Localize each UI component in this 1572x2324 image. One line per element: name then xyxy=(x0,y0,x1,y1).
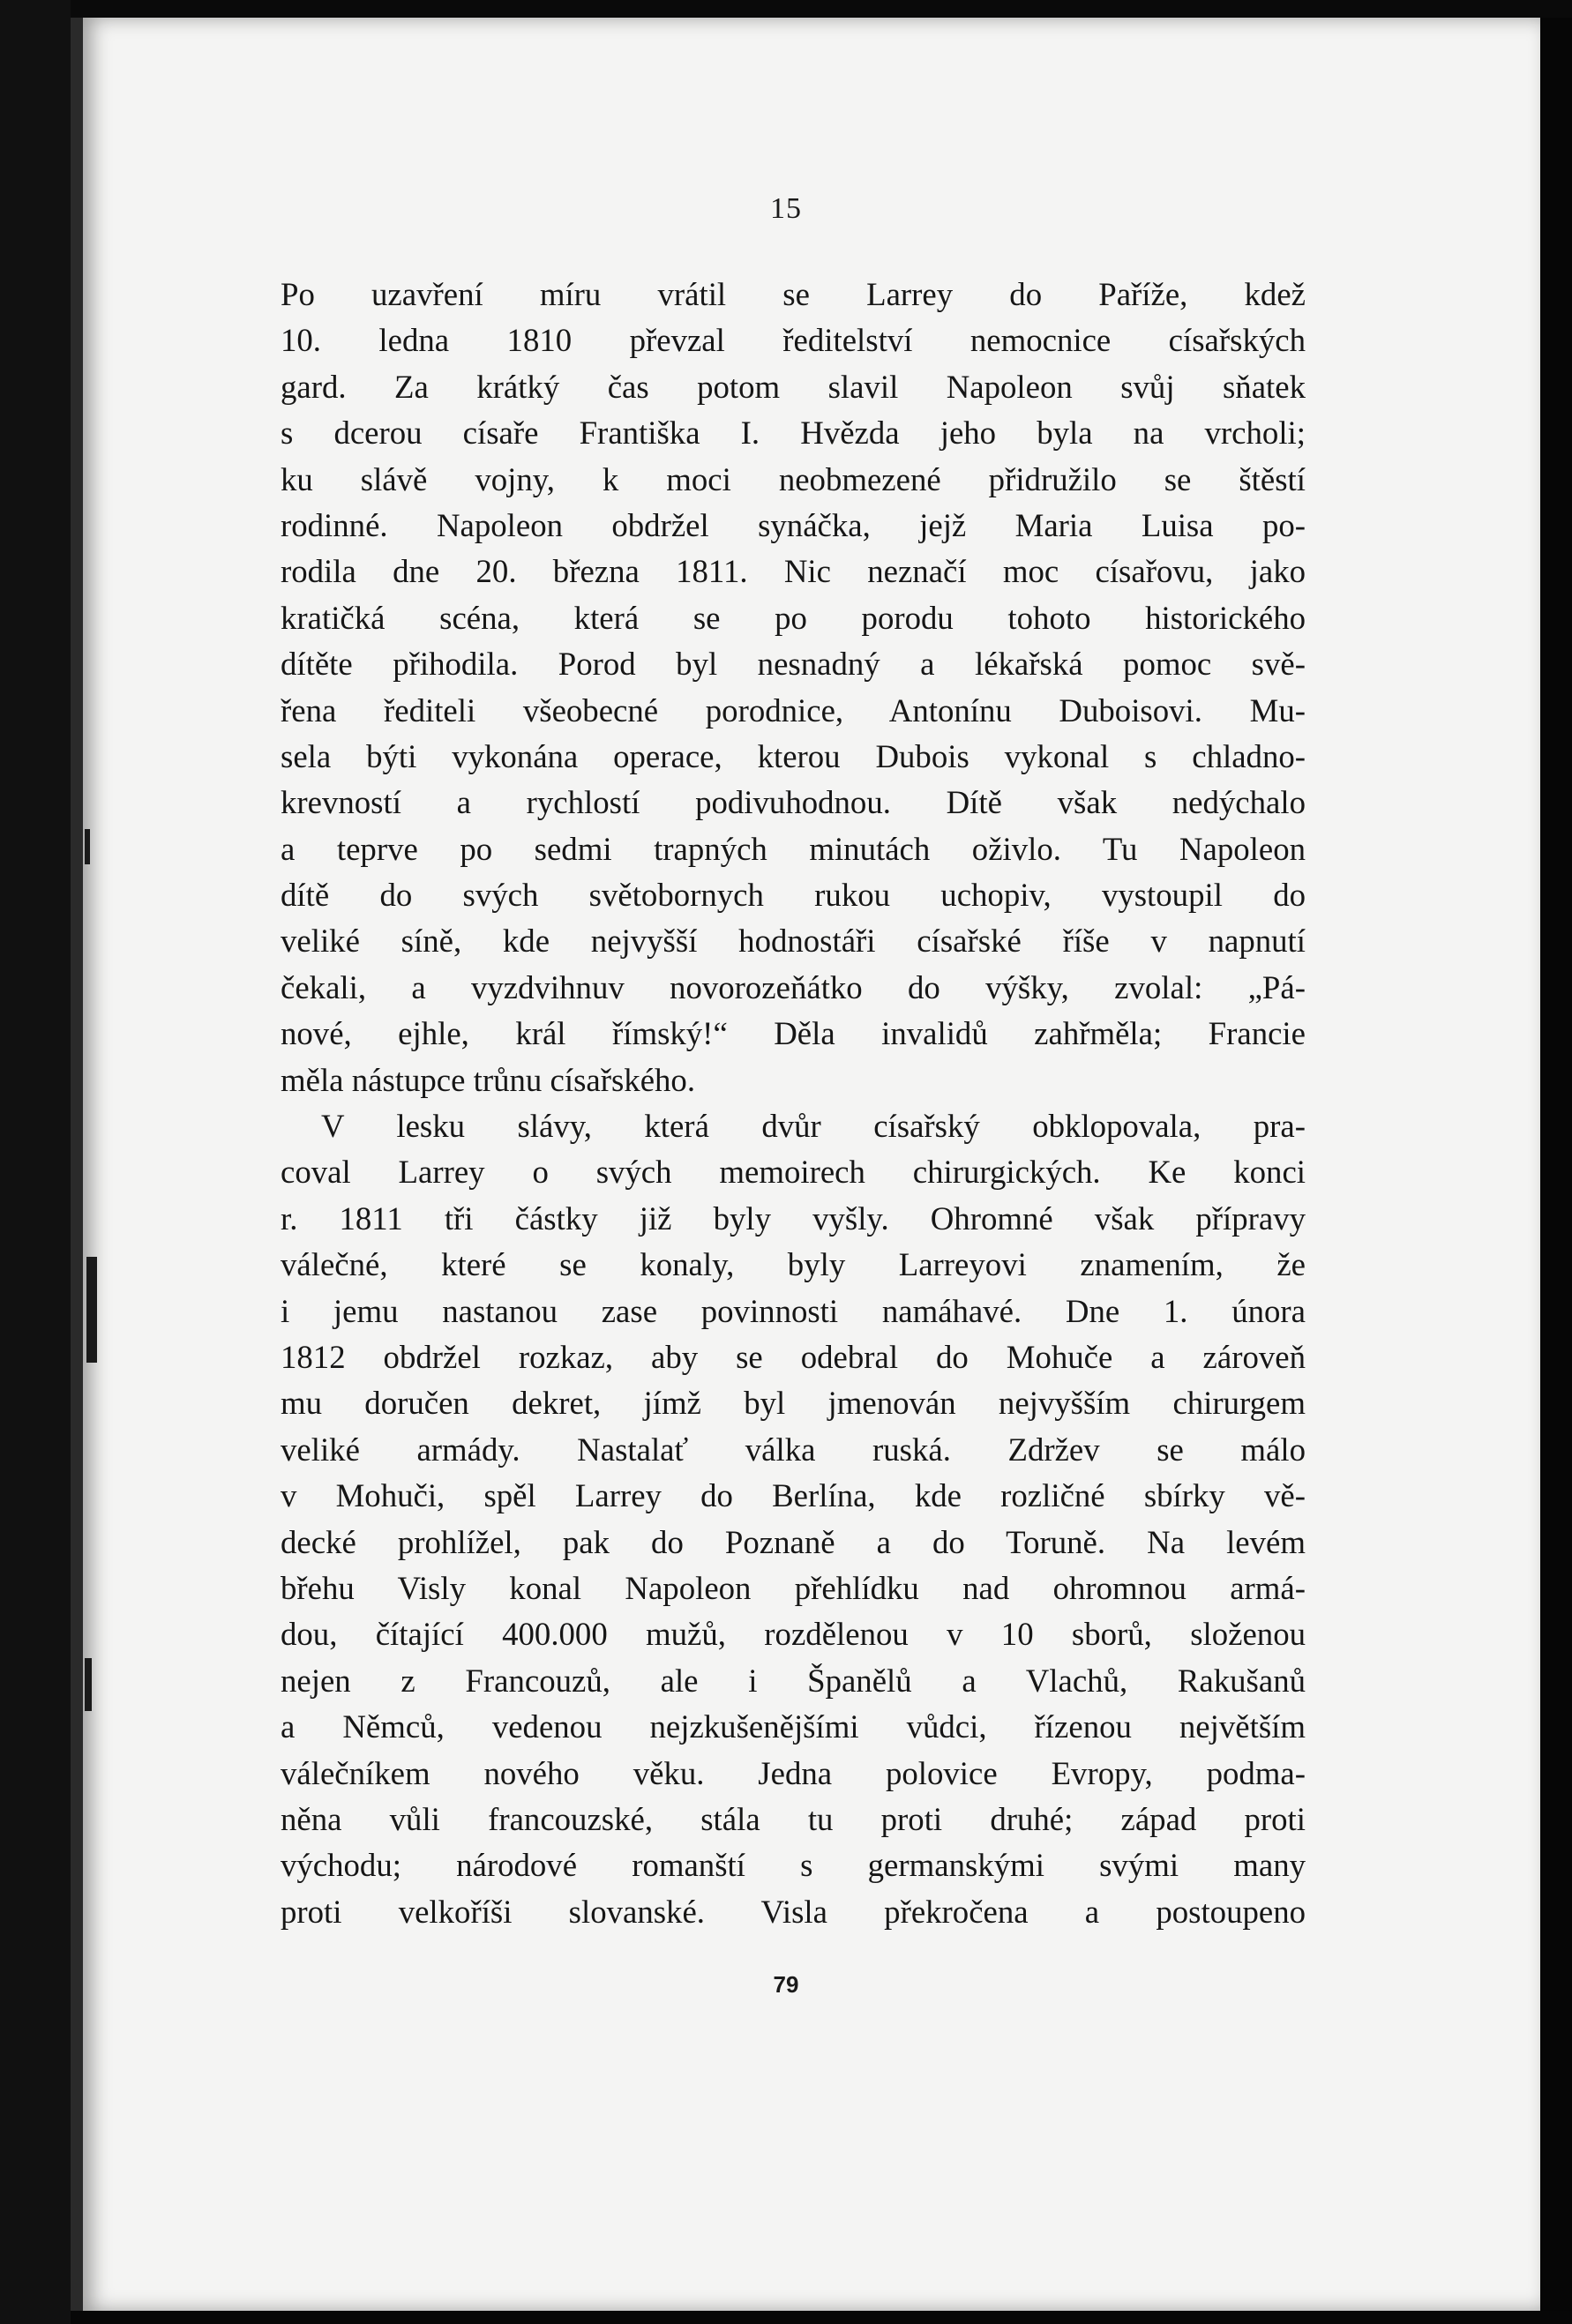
text-line: kratičká scéna, která se po porodu tohoto historického xyxy=(281,599,1306,636)
gutter-mark xyxy=(85,1658,92,1711)
text-line: 1812 obdržel rozkaz, aby se odebral do Mohuče a zároveň xyxy=(281,1338,1306,1375)
text-line: 10. ledna 1810 převzal ředitelství nemocnice císařských xyxy=(281,322,1306,359)
text-line: řena řediteli všeobecné porodnice, Antonínu Duboisovi. Mu- xyxy=(281,691,1306,729)
text-line: válečné, které se konaly, byly Larreyovi znamením, že xyxy=(281,1246,1306,1283)
text-line: V lesku slávy, která dvůr císařský obklopovala, pra- xyxy=(321,1108,1306,1145)
text-line: mu doručen dekret, jímž byl jmenován nejvyšším chirurgem xyxy=(281,1385,1306,1422)
paragraph-2 xyxy=(281,1103,1306,1935)
text-line: i jemu nastanou zase povinnosti namáhavé. Dne 1. února xyxy=(281,1292,1306,1329)
gutter-mark xyxy=(85,829,90,864)
text-line: dítěte přihodila. Porod byl nesnadný a lékařská pomoc svě- xyxy=(281,646,1306,683)
text-line: čekali, a vyzdvihnuv novorozeňátko do výšky, zvolal: „Pá- xyxy=(281,968,1306,1005)
scan-bottom-border xyxy=(71,2311,1572,2324)
body-text xyxy=(281,272,1306,1935)
text-line: gard. Za krátký čas potom slavil Napoleon svůj sňatek xyxy=(281,368,1306,405)
text-line: nejen z Francouzů, ale i Španělů a Vlachů, Rakušanů xyxy=(281,1662,1306,1699)
text-line: dou, čítající 400.000 mužů, rozdělenou v 10 sborů, složenou xyxy=(281,1616,1306,1653)
text-line: veliké armády. Nastalať válka ruská. Zdržev se málo xyxy=(281,1431,1306,1468)
text-line: proti velkoříši slovanské. Visla překročena a postoupeno xyxy=(281,1893,1306,1930)
text-line: dítě do svých světobornych rukou uchopiv, vystoupil do xyxy=(281,877,1306,914)
text-line: něna vůli francouzské, stála tu proti druhé; západ proti xyxy=(281,1800,1306,1837)
text-line: s dcerou císaře Františka I. Hvězda jeho byla na vrcholi; xyxy=(281,415,1306,452)
text-line: decké prohlížel, pak do Poznaně a do Toruně. Na levém xyxy=(281,1523,1306,1560)
text-line: ku slávě vojny, k moci neobmezené přidružilo se štěstí xyxy=(281,460,1306,497)
gutter-mark xyxy=(86,1257,97,1363)
text-line: rodinné. Napoleon obdržel synáčka, jejž Maria Luisa po- xyxy=(281,506,1306,543)
text-line: Po uzavření míru vrátil se Larrey do Paříže, kdež xyxy=(281,276,1306,312)
text-line: rodila dne 20. března 1811. Nic neznačí moc císařovu, jako xyxy=(281,553,1306,590)
text-line: a Němců, vedenou nejzkušenějšími vůdci, řízenou největším xyxy=(281,1708,1306,1745)
text-line: krevností a rychlostí podivuhodnou. Dítě však nedýchalo xyxy=(281,784,1306,821)
paragraph-1 xyxy=(281,272,1306,1103)
text-line: břehu Visly konal Napoleon přehlídku nad ohromnou armá- xyxy=(281,1569,1306,1606)
printer-signature-mark: 79 xyxy=(773,1971,799,1998)
text-line: v Mohuči, spěl Larrey do Berlína, kde rozličné sbírky vě- xyxy=(281,1477,1306,1514)
text-line: nové, ejhle, král římský!“ Děla invalidů zahřměla; Francie xyxy=(281,1015,1306,1052)
text-line: r. 1811 tři částky již byly vyšly. Ohromné však přípravy xyxy=(281,1199,1306,1237)
text-line: veliké síně, kde nejvyšší hodnostáři císařské říše v napnutí xyxy=(281,923,1306,960)
text-line: coval Larrey o svých memoirech chirurgických. Ke konci xyxy=(281,1154,1306,1191)
text-line: a teprve po sedmi trapných minutách oživlo. Tu Napoleon xyxy=(281,830,1306,867)
page-number: 15 xyxy=(770,192,802,225)
text-line: sela býti vykonána operace, kterou Dubois vykonal s chladno- xyxy=(281,737,1306,774)
text-line: východu; národové romanští s germanskými svými many xyxy=(281,1847,1306,1884)
text-line: válečníkem nového věku. Jedna polovice Evropy, podma- xyxy=(281,1754,1306,1791)
text-line: měla nástupce trůnu císařského. xyxy=(281,1061,696,1098)
